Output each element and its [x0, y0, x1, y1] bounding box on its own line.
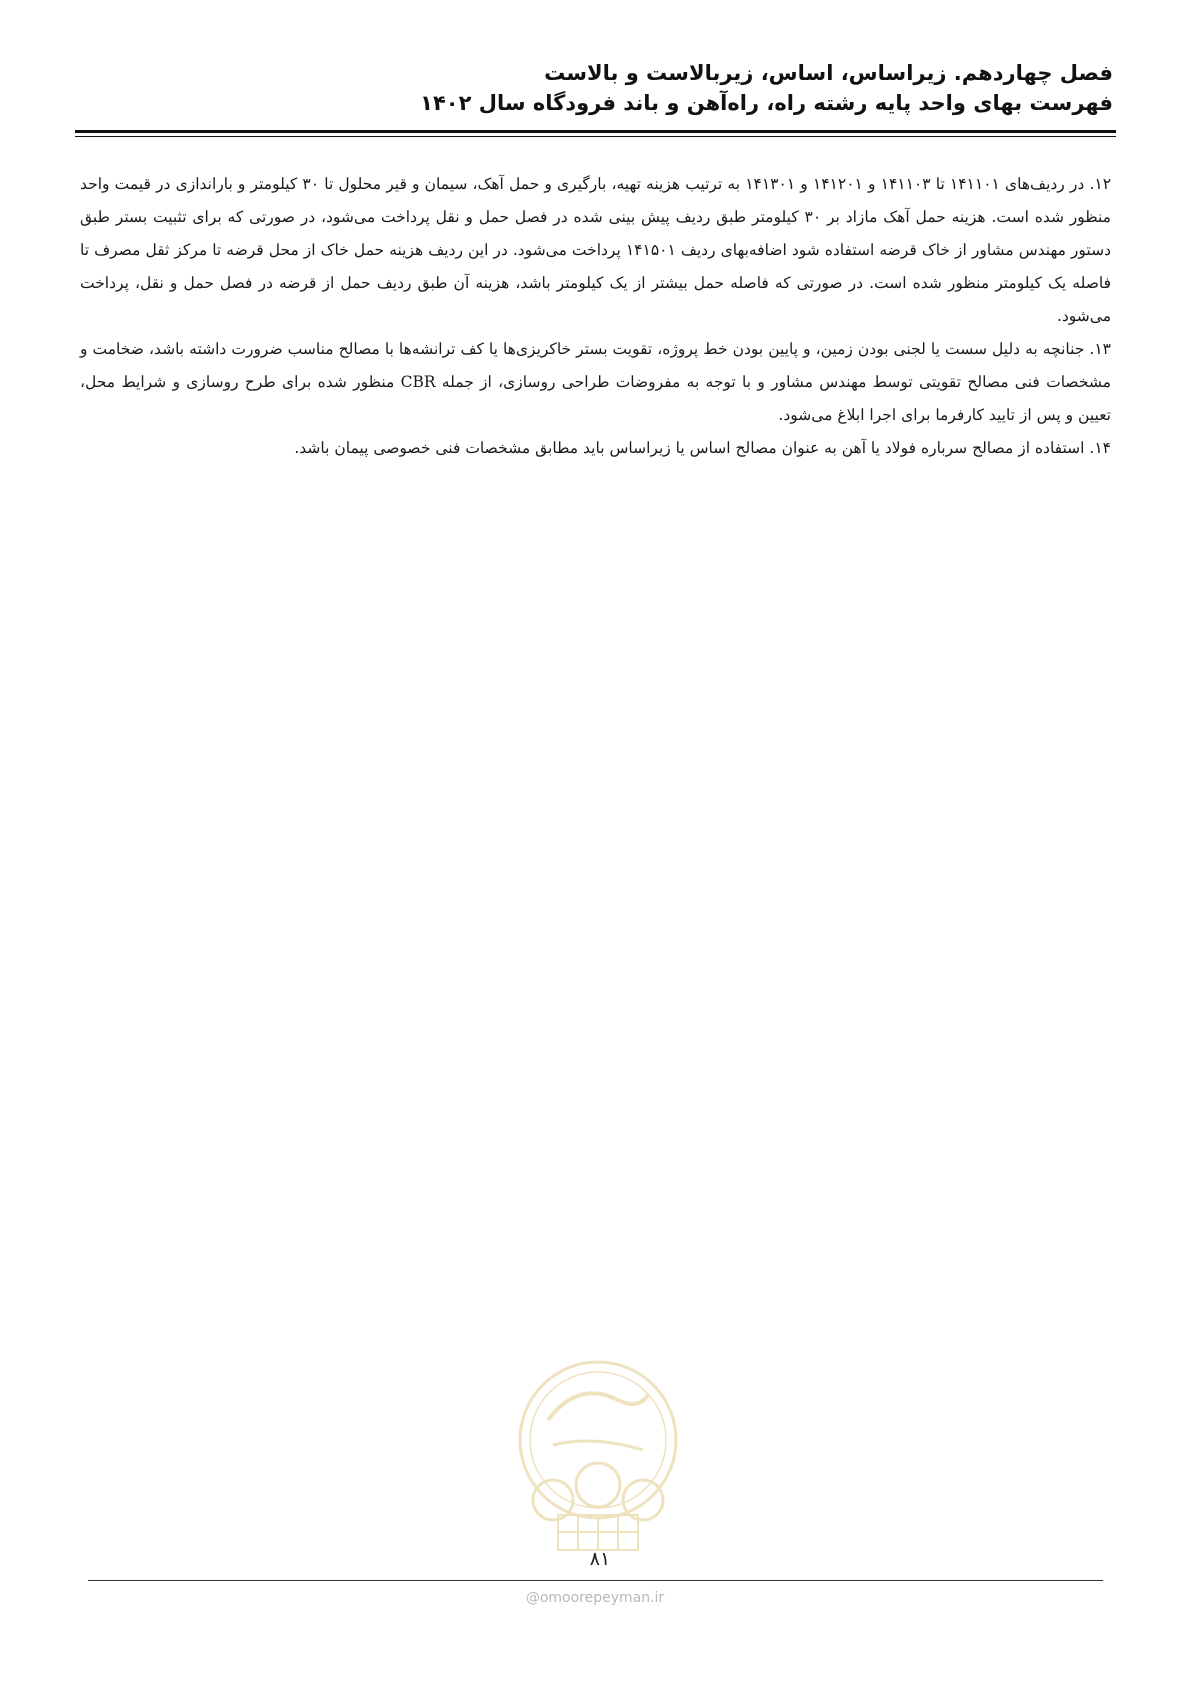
header-rule-thick: [75, 130, 1116, 133]
page-header: [78, 58, 1113, 118]
book-title: فهرست بهای واحد پایه رشته راه، راه‌آهن و باند فرودگاه سال ۱۴۰۲: [420, 91, 1113, 115]
paragraph-12: ۱۲. در ردیف‌های ۱۴۱۱۰۱ تا ۱۴۱۱۰۳ و ۱۴۱۲۰۱ و ۱۴۱۳۰۱ به ترتیب هزینه تهیه، بارگیری و حمل آهک، سیمان و قیر محلول تا ۳۰ کیلومتر و باراندازی در قیمت واحد منظور شده است. هزینه حمل آهک مازاد بر ۳۰ کیلومتر طبق ردیف پیش بینی شده در فصل حمل و نقل پرداخت می‌شود، در صورتی که برای تثبیت بستر طبق دستور مهندس مشاور از خاک قرضه استفاده شود اضافه‌بهای ردیف ۱۴۱۵۰۱ پرداخت می‌شود. در این ردیف هزینه حمل خاک از محل قرضه تا مرکز ثقل مصرف تا فاصله یک کیلومتر منظور شده است. در صورتی که فاصله حمل بیشتر از یک کیلومتر باشد، هزینه آن طبق ردیف حمل از قرضه در فصل حمل و نقل، پرداخت می‌شود.: [80, 175, 1112, 325]
chapter-title: فصل چهاردهم. زیراساس، اساس، زیربالاست و بالاست: [544, 61, 1113, 85]
footer-rule: [88, 1580, 1103, 1581]
header-rule-thin: [75, 136, 1116, 137]
omoorepeyman-logo-watermark: [508, 1350, 688, 1570]
paragraph-14: ۱۴. استفاده از مصالح سرباره فولاد یا آهن به عنوان مصالح اساس یا زیراساس باید مطابق مشخصات فنی خصوصی پیمان باشد.: [294, 439, 1111, 457]
body-text: [80, 168, 1111, 465]
website-watermark: @omoorepeyman.ir: [525, 1590, 665, 1606]
page-number: ۸۱: [589, 1548, 611, 1570]
paragraph-13: ۱۳. جنانچه به دلیل سست یا لجنی بودن زمین، و پایین بودن خط پروژه، تقویت بستر خاکریزی‌ها یا کف ترانشه‌ها با مصالح مناسب ضرورت داشته باشد، ضخامت و مشخصات فنی مصالح تقویتی توسط مهندس مشاور و با توجه به مفروضات طراحی روسازی، از جمله CBR منظور شده برای طرح روسازی و شرایط محل، تعیین و پس از تایید کارفرما برای اجرا ابلاغ می‌شود.: [80, 340, 1111, 424]
